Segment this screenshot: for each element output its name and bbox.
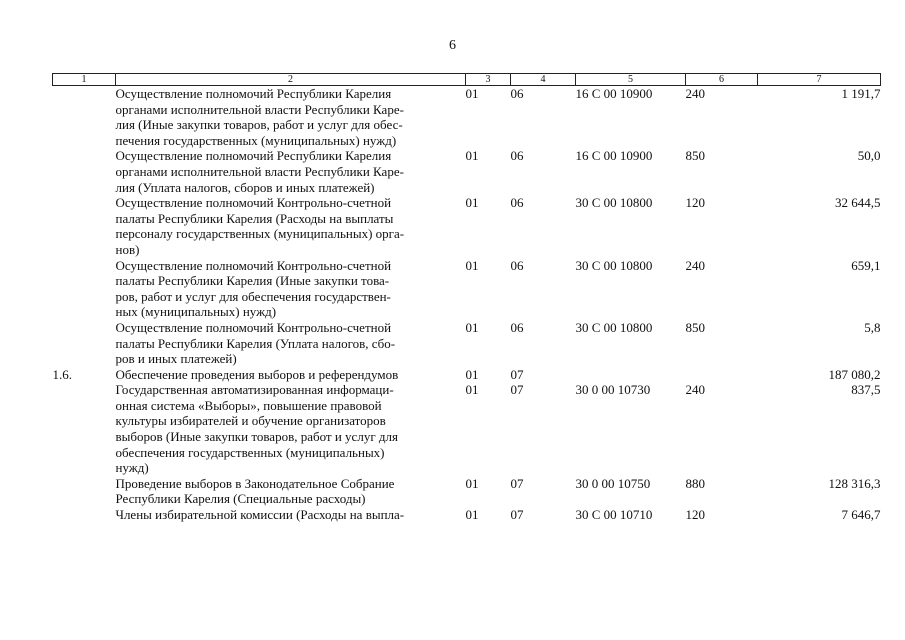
amount: 659,1: [851, 257, 881, 273]
table-row: [53, 367, 881, 383]
amount: 7 646,7: [841, 507, 881, 523]
target-article-code: 30 С 00 10800: [575, 257, 653, 273]
expense-type-code: 120: [685, 195, 705, 211]
column-header-1: 1: [53, 74, 116, 86]
expense-type-code: 240: [685, 382, 705, 398]
expense-type-code: 850: [685, 148, 705, 164]
subsection-code: 06: [510, 148, 524, 164]
subsection-code: 07: [510, 475, 524, 491]
description-line: Государственная автоматизированная информаци-: [115, 382, 394, 398]
row-number: 1.6.: [52, 366, 72, 382]
budget-table: [52, 73, 881, 523]
section-code: 01: [465, 382, 479, 398]
row-description: [116, 382, 466, 476]
target-article-code: [576, 367, 686, 383]
table-body: [53, 86, 881, 523]
row-description: [116, 195, 466, 257]
section-code: 01: [465, 86, 479, 101]
expense-type-code: [686, 367, 758, 383]
description-line: палаты Республики Карелия (Расходы на выплаты: [115, 210, 394, 226]
table-row: [53, 507, 881, 523]
description-line: Осуществление полномочий Контрольно-счетной: [115, 195, 392, 211]
description-line: палаты Республики Карелия (Уплата налогов, сбо-: [115, 335, 396, 351]
target-article-code: 30 0 00 10730: [575, 382, 651, 398]
row-description: [116, 507, 466, 523]
description-line: Обеспечение проведения выборов и референдумов: [115, 366, 399, 382]
section-code: 01: [465, 507, 479, 523]
description-line: персоналу государственных (муниципальных) орга-: [115, 226, 405, 242]
amount: 837,5: [851, 382, 881, 398]
column-header-3: 3: [466, 74, 511, 86]
row-number: [53, 507, 116, 523]
target-article-code: 30 С 00 10800: [575, 319, 653, 335]
target-article-code: 30 С 00 10710: [575, 507, 653, 523]
subsection-code: 06: [510, 195, 524, 211]
description-line: нов): [115, 241, 140, 257]
row-description: [116, 148, 466, 195]
row-number: [53, 148, 116, 195]
row-number: [53, 258, 116, 320]
expense-type-code: 880: [685, 475, 705, 491]
amount: 5,8: [864, 319, 881, 335]
description-line: палаты Республики Карелия (Иные закупки това-: [115, 273, 390, 289]
subsection-code: 06: [510, 86, 524, 101]
table-row: [53, 320, 881, 367]
amount: 128 316,3: [828, 475, 881, 491]
description-line: лия (Уплата налогов, сборов и иных платежей): [115, 179, 375, 195]
target-article-code: 30 0 00 10750: [575, 475, 651, 491]
section-code: 01: [465, 366, 479, 382]
description-line: культуры избирателей и обучение организаторов: [115, 413, 386, 429]
description-line: обеспечения государственных (муниципальных): [115, 444, 385, 460]
description-line: Осуществление полномочий Контрольно-счетной: [115, 257, 392, 273]
description-line: Осуществление полномочий Республики Карелия: [115, 86, 392, 101]
description-line: Осуществление полномочий Республики Карелия: [115, 148, 392, 164]
row-number: [53, 195, 116, 257]
subsection-code: 07: [510, 366, 524, 382]
amount: 1 191,7: [841, 86, 881, 101]
row-description: [116, 258, 466, 320]
amount: 32 644,5: [835, 195, 881, 211]
target-article-code: 30 С 00 10800: [575, 195, 653, 211]
amount: 187 080,2: [828, 366, 881, 382]
amount: 50,0: [857, 148, 881, 164]
row-description: [116, 86, 466, 149]
description-line: онная система «Выборы», повышение правовой: [115, 397, 382, 413]
column-header-5: 5: [576, 74, 686, 86]
row-description: [116, 476, 466, 507]
row-description: [116, 320, 466, 367]
expense-type-code: 240: [685, 86, 705, 101]
table-row: [53, 476, 881, 507]
table-row: [53, 258, 881, 320]
column-header-6: 6: [686, 74, 758, 86]
expense-type-code: 850: [685, 319, 705, 335]
subsection-code: 07: [510, 507, 524, 523]
subsection-code: 06: [510, 257, 524, 273]
row-description: [116, 367, 466, 383]
section-code: 01: [465, 319, 479, 335]
row-number: [53, 382, 116, 476]
description-line: лия (Иные закупки товаров, работ и услуг для обес-: [115, 117, 403, 133]
page-number: 6: [449, 38, 456, 53]
description-line: нужд): [115, 460, 149, 476]
section-code: 01: [465, 148, 479, 164]
column-header-7: 7: [758, 74, 881, 86]
row-number: [53, 320, 116, 367]
row-number: [53, 476, 116, 507]
target-article-code: 16 С 00 10900: [575, 148, 653, 164]
table-header-row: [53, 74, 881, 86]
table-row: [53, 148, 881, 195]
expense-type-code: 240: [685, 257, 705, 273]
description-line: ров, работ и услуг для обеспечения государствен-: [115, 288, 391, 304]
section-code: 01: [465, 257, 479, 273]
subsection-code: 06: [510, 319, 524, 335]
column-header-2: 2: [116, 74, 466, 86]
description-line: Осуществление полномочий Контрольно-счетной: [115, 319, 392, 335]
column-header-4: 4: [511, 74, 576, 86]
description-line: печения государственных (муниципальных) нужд): [115, 132, 397, 148]
description-line: Республики Карелия (Специальные расходы): [115, 491, 366, 507]
table-row: [53, 382, 881, 476]
subsection-code: 07: [510, 382, 524, 398]
description-line: ных (муниципальных) нужд): [115, 304, 277, 320]
description-line: органами исполнительной власти Республики Каре-: [115, 163, 404, 179]
description-line: Члены избирательной комиссии (Расходы на выпла-: [115, 507, 405, 523]
description-line: органами исполнительной власти Республики Каре-: [115, 101, 404, 117]
table-row: [53, 86, 881, 149]
table-row: [53, 195, 881, 257]
section-code: 01: [465, 475, 479, 491]
row-number: [53, 86, 116, 149]
section-code: 01: [465, 195, 479, 211]
expense-type-code: 120: [685, 507, 705, 523]
description-line: ров и иных платежей): [115, 351, 237, 367]
target-article-code: 16 С 00 10900: [575, 86, 653, 101]
description-line: Проведение выборов в Законодательное Собрание: [115, 475, 395, 491]
description-line: выборов (Иные закупки товаров, работ и услуг для: [115, 429, 398, 445]
